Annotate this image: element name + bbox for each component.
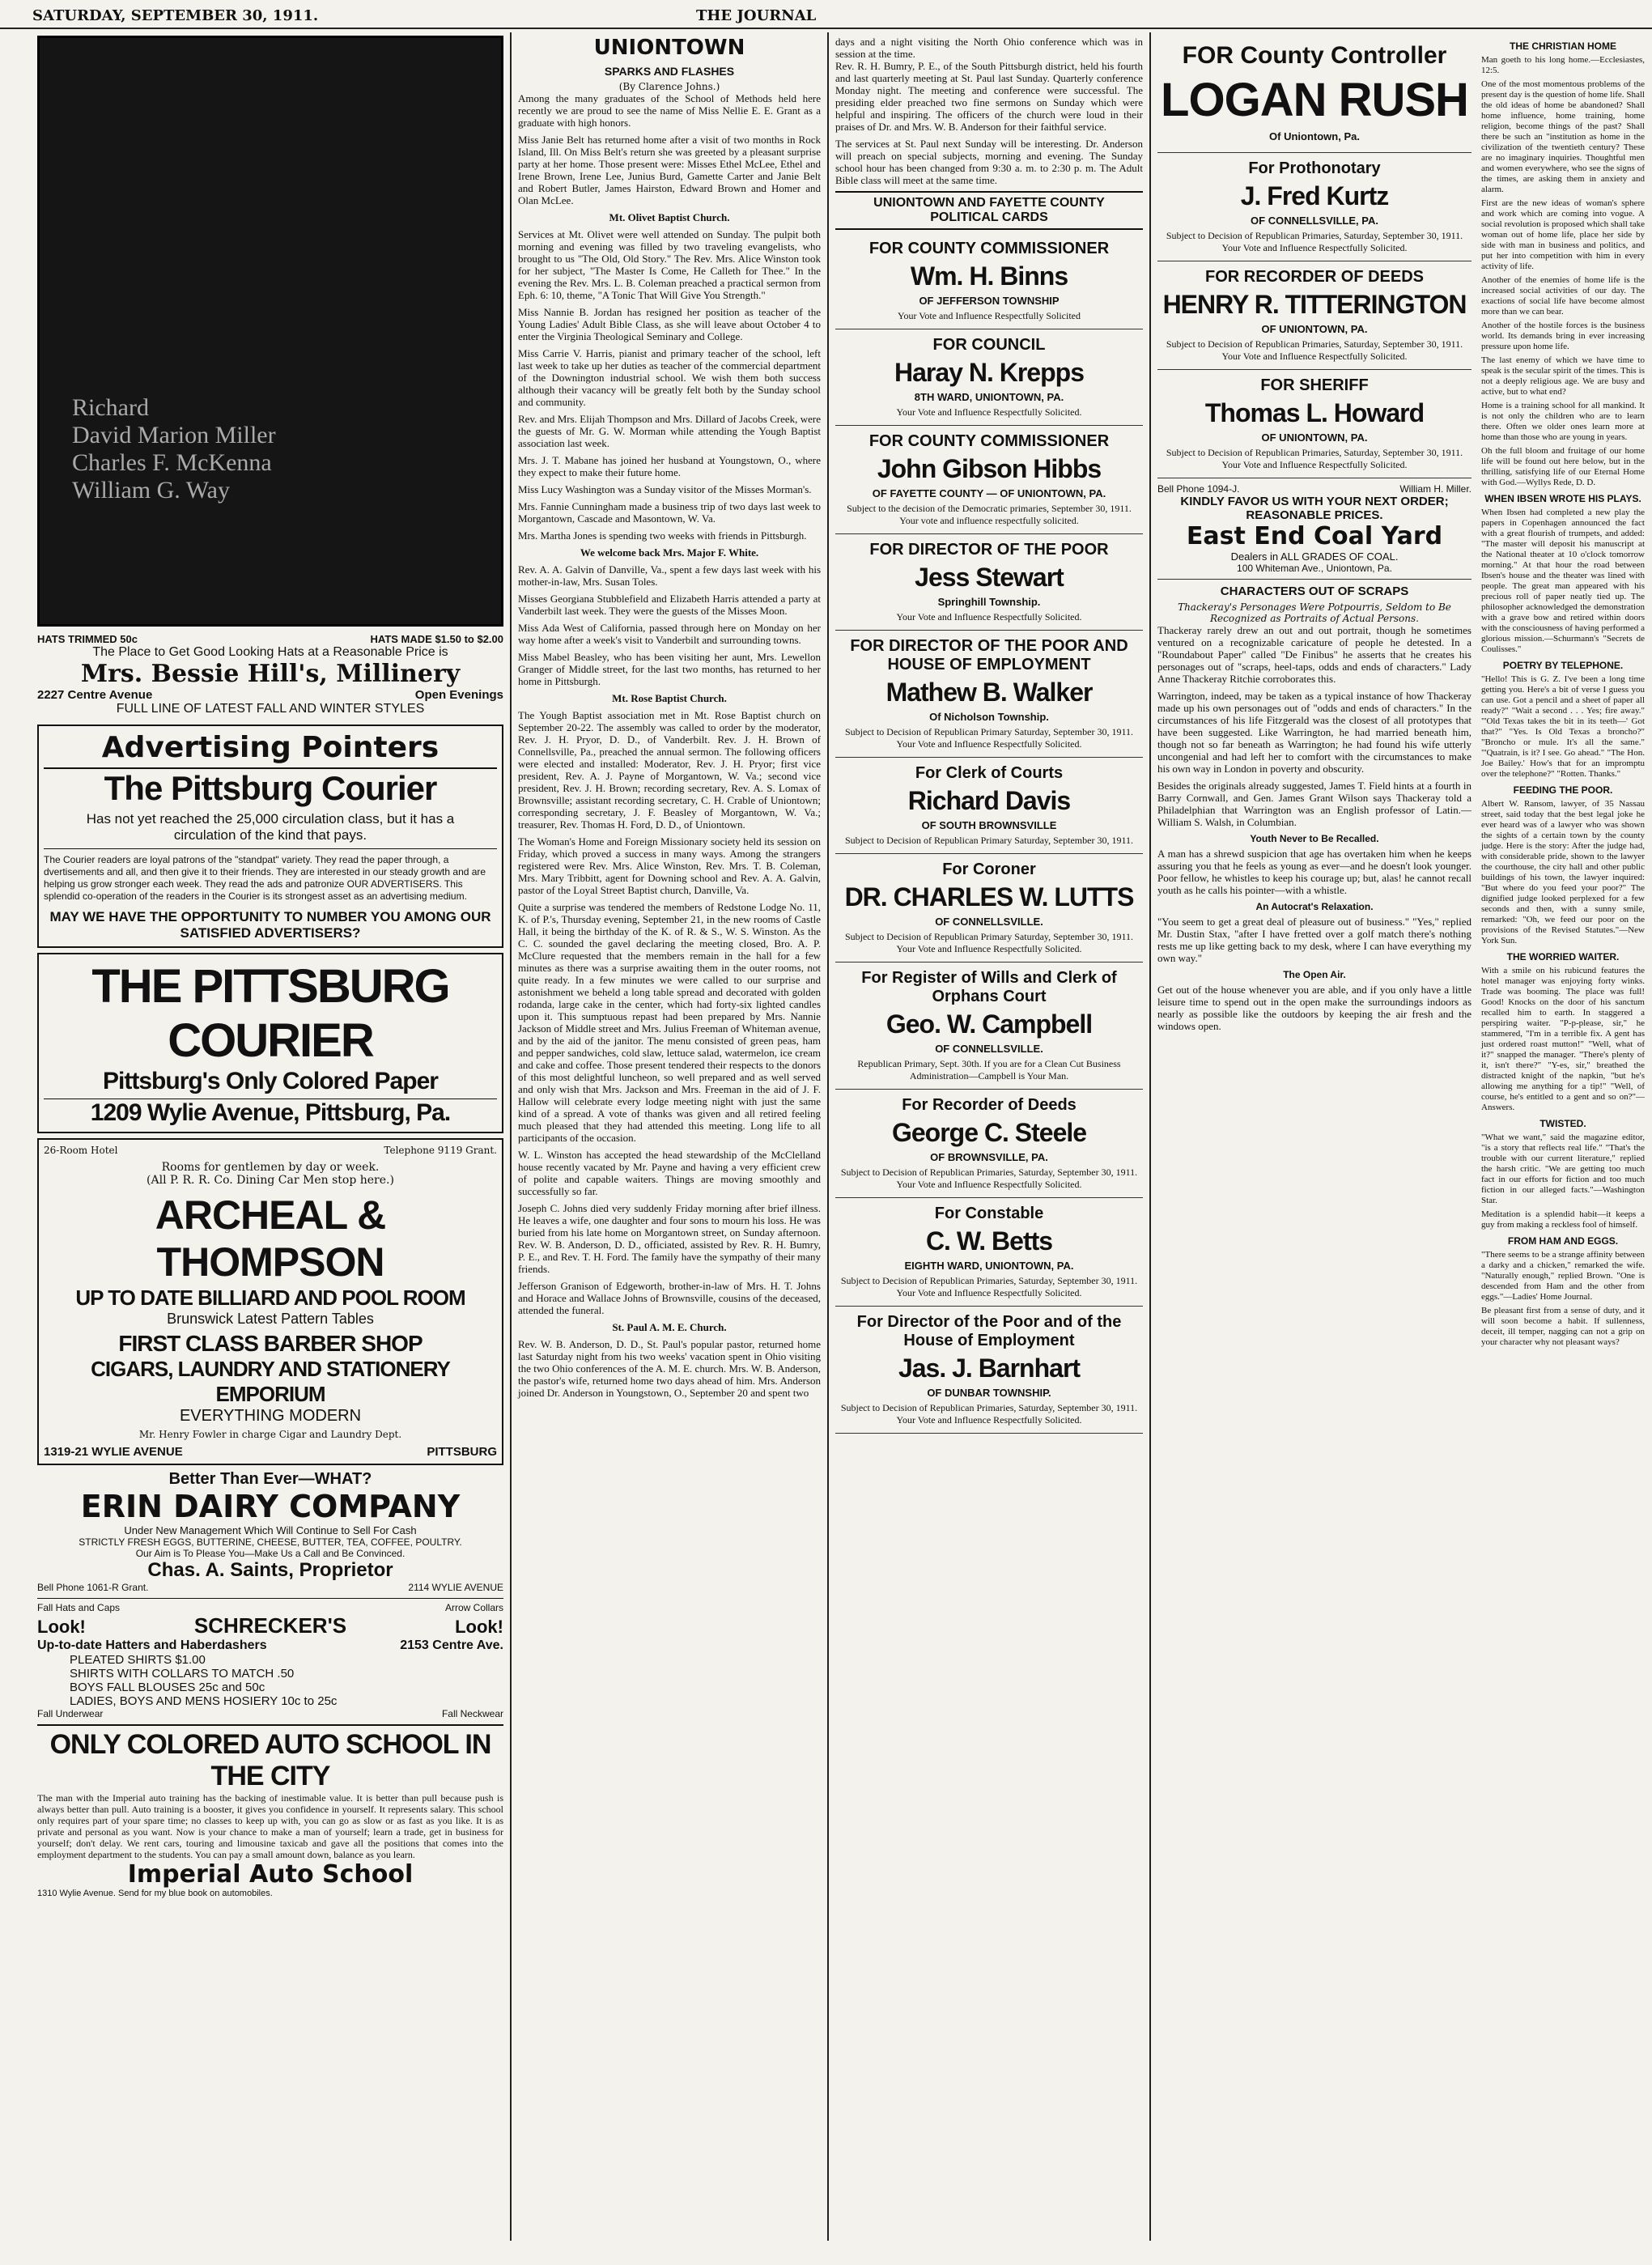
card-note: Subject to Decision of Republican Primaries, Saturday, September 30, 1911. Your Vote and Influence Respectfully Solicited. [840, 1402, 1138, 1426]
paragraph: The services at St. Paul next Sunday will be interesting. Dr. Anderson will preach on special subjects, morning and evening. The Sunday school hour has been changed from 9:30 a. m. to 2:30 p. m. The Adult Bible class will meet at the same time. [835, 138, 1143, 186]
paragraph: Mt. Olivet Baptist Church. [609, 211, 730, 223]
card-place: OF FAYETTE COUNTY — OF UNIONTOWN, PA. [872, 487, 1106, 499]
card-name: George C. Steele [891, 1118, 1087, 1147]
ibsen-body: When Ibsen had completed a new play the papers in Copenhagen announced the fact with a great flourish of trumpets, and added: "The master will deposit his manuscript at the National theater at 10 o'clock tomorrow morning." At that hour the road between Ibsen's house and the theater was lined with people. The great man appeared with his precious roll of paper neatly tied up. The philosopher acknowledged the demonstration with a grave bow and retired within doors with the consciousness of having performed a glorious mission.—Schurmann's "Secrets de Coulisses." [1481, 508, 1645, 654]
scraps-sub: Thackeray's Personages Were Potpourris, Seldom to Be Recognized as Portraits of Actual Persons. [1178, 601, 1451, 624]
paragraph: Oh the full bloom and fruitage of our home life will be found out here below, but in the thrilling, satisfying life of our Eternal Home with God.—Wyllys Rede, D. D. [1481, 446, 1645, 487]
paragraph: Quite a surprise was tendered the members of Redstone Lodge No. 11, K. of P.'s, Thursday evening, September 21, in the new rooms of Castle Hall, it being the birthday of the K. of R. & S., W. S. Winston. As the C. C. sounded the gavel declaring the meeting closed, Bro. A. P. McClure requested that the members remain in the hall for a few minutes as there was a surprise awaiting them in the outer rooms, not quite ready. In a few minutes we were called to our surprise and astonishment we beheld a long table spread and decorated with golden rodanda, large cake in the center, which had forty-six lighted candles upon it. This sumptuous repast had been prepared by Mrs. Nannie Jackson of Middle street and Mrs. Julius Freeman of Whiteman avenue, and by the aid of the janitor. The menu consisted of green peas, ham and pepper sandwiches, cold slaw, lettuce salad, watermelon, ice cream and cake and coffee. Those present tendered their respects to the donors of this most delightful luncheon, so well prepared and as well served and only wish that Mrs. Jackson and Mrs. Freeman in the aid of J. F. Hallow will celebrate every lodge meeting night with just the same kind of a spread. A vote of thanks was given and all retired feeling much pleased that they had attended this meeting. Long life to all participants of the occasion. [518, 901, 821, 1144]
card-office: For Clerk of Courts [915, 764, 1064, 782]
card-place: OF JEFFERSON TOWNSHIP [919, 295, 1060, 307]
paragraph: One of the most momentous problems of the present day is the question of home life. Shall the old ideas of home be abandoned? Shall home influence, home training, home religion, become things of the past? Shall there be such an "institution as home in the civilization of the twentieth century? These are no imaginary inquiries. Thoughtful men and women everywhere, who see the signs of the times, are asking them in anxiety and alarm. [1481, 79, 1645, 194]
political-card [835, 426, 1143, 534]
political-card [835, 854, 1143, 963]
card-place: 8TH WARD, UNIONTOWN, PA. [914, 391, 1064, 403]
political-card [835, 1198, 1143, 1307]
card-place: EIGHTH WARD, UNIONTOWN, PA. [904, 1260, 1074, 1272]
card-name: Richard Davis [907, 786, 1071, 815]
paragraph: Mrs. Martha Jones is spending two weeks with friends in Pittsburgh. [518, 529, 807, 542]
political-card [1157, 261, 1472, 370]
billiard-line: UP TO DATE BILLIARD AND POOL ROOM [75, 1285, 465, 1310]
paragraph: Miss Nannie B. Jordan has resigned her position as teacher of the Young Ladies' Adult Bible Class, as she will leave about October 4 to enter the Virginia Theological Seminary and College. [518, 306, 821, 342]
portrait-box [37, 36, 503, 627]
political-card [835, 1307, 1143, 1434]
column-rule [1149, 32, 1151, 2241]
card-name: Wm. H. Binns [910, 261, 1068, 291]
card-place: OF CONNELLSVILLE. [935, 916, 1043, 928]
paragraph: The Yough Baptist association met in Mt. Rose Baptist church on September 20-22. The assembly was called to order by the moderator, Rev. J. H. Pryor, D. D., of Vanderbilt. Rev. J. H. Brown of Connellsville, Pa., preached the annual sermon. The following officers were elected and installed: Moderator, Rev. J. H. Pryor; first vice president, Rev. A. J. Payne of Morgantown, W. Va.; second vice president, Rev. J. H. Brown; recording secretary, Rev. A. S. Lomax of Brownsville; assistant recording secretary, C. H. Crable of Uniontown; corresponding secretary, J. F. Beasley of Morgantown, W. Va.; treasurer, Rev. Thomas H. Ford, D. D., of Uniontown. [518, 709, 821, 831]
paragraph: Joseph C. Johns died very suddenly Friday morning after brief illness. He leaves a wife, one daughter and four sons to mourn his loss. He was buried from his late home on Morgantown street, on Sunday afternoon. Rev. W. B. Anderson, D. D., officiated, assisted by Rev. R. H. Bumry, P. E., and Rev. T. H. Ford. The family have the sympathy of their many friends. [518, 1202, 821, 1275]
price-line: BOYS FALL BLOUSES 25c and 50c [70, 1681, 265, 1694]
card-note: Republican Primary, Sept. 30th. If you are for a Clean Cut Business Administration—Campbell is Your Man. [857, 1058, 1121, 1082]
advertising-pointers [37, 725, 503, 948]
paragraph: Another of the enemies of home life is the increased social activities of our day. The exactions of social life have become almost more than we can bear. [1481, 275, 1645, 317]
card-name: DR. CHARLES W. LUTTS [844, 882, 1134, 912]
card-note: Subject to Decision of Republican Primaries, Saturday, September 30, 1911. Your Vote and Influence Respectfully Solicited. [840, 1166, 1138, 1190]
card-place: Of Uniontown, Pa. [1269, 130, 1360, 142]
pointers-cta: MAY WE HAVE THE OPPORTUNITY TO NUMBER YOU AMONG OUR SATISFIED ADVERTISERS? [49, 909, 491, 941]
pointers-title: Advertising Pointers [101, 731, 440, 764]
erin-phone: Bell Phone 1061-R Grant. [37, 1582, 149, 1593]
paragraph: Rev. W. B. Anderson, D. D., St. Paul's popular pastor, returned home last Saturday night from his two weeks' vacation spent in Ohio visiting the two Ohio conferences of the A. M. E. church. Mrs. W. B. Anderson, the pastor's wife, returned home two days ahead of him. Mrs. Anderson joined Dr. Anderson in Youngstown, O., September 20 and spent two [518, 1338, 821, 1399]
look-right: Look! [455, 1617, 503, 1637]
hats-made: HATS MADE $1.50 to $2.00 [370, 633, 503, 645]
column-rule [510, 32, 512, 2241]
card-name: J. Fred Kurtz [1240, 181, 1389, 210]
pleasant: Be pleasant first from a sense of duty, and it will soon become a habit. If sullenness, deceit, ill temper, nagging can not a grip on your character why not pleasant ways? [1481, 1306, 1645, 1347]
political-card [835, 233, 1143, 329]
hotel-label: 26-Room Hotel [44, 1145, 118, 1156]
hamegg-body: "There seems to be a strange affinity between a darky and a chicken," remarked the wife. "Naturally enough," replied Brown. "One is descended from Ham and the other from eggs."—Ladies' Home Journal. [1481, 1250, 1645, 1302]
uniontown-column [513, 32, 826, 2241]
political-cards-column [830, 32, 1148, 2241]
schrecker-ad [37, 1598, 503, 1719]
twisted-title: TWISTED. [1539, 1118, 1586, 1129]
erin-items: STRICTLY FRESH EGGS, BUTTERINE, CHEESE, BUTTER, TEA, COFFEE, POULTRY. [79, 1536, 462, 1548]
political-card [1157, 36, 1472, 153]
coal-ask: KINDLY FAVOR US WITH YOUR NEXT ORDER; REASONABLE PRICES. [1180, 495, 1449, 522]
paragraph: Home is a training school for all mankind. It is not only the children who are to learn there. Often we older ones learn more at home than those who are young in years. [1481, 401, 1645, 442]
card-office: For Register of Wills and Clerk of Orphans Court [861, 969, 1117, 1005]
feeding-title: FEEDING THE POOR. [1513, 784, 1613, 796]
millinery-ad [37, 633, 503, 716]
card-name: C. W. Betts [925, 1226, 1053, 1256]
schrecker-name: SCHRECKER'S [193, 1613, 347, 1638]
hamegg-title: FROM HAM AND EGGS. [1507, 1235, 1619, 1247]
uniontown-sub: SPARKS AND FLASHES [604, 65, 735, 78]
card-note: Subject to Decision of Republican Primaries, Saturday, September 30, 1911. Your Vote and Influence Respectfully Solicited. [1166, 230, 1463, 253]
faded-text-area [72, 87, 469, 394]
paragraph: The last enemy of which we have time to speak is the secular spirit of the times. This is not a deeply religious age. We are busy and active, but to what end? [1481, 355, 1645, 397]
poetry-title: POETRY BY TELEPHONE. [1502, 660, 1624, 671]
paragraph: Services at Mt. Olivet were well attended on Sunday. The pulpit both morning and evening was filled by two traveling evangelists, who brought to us "The Old, Old Story." The Rev. Mrs. Alice Winston took for her subject, "The Master Is Come, He Calleth for Thee." In the evening the Rev. Mrs. L. B. Coleman preached a practical sermon from Eph. 6: 10, theme, "A Tonic That Will Give You Strength." [518, 228, 821, 301]
card-office: FOR SHERIFF [1260, 376, 1369, 394]
political-card [835, 1090, 1143, 1198]
archeal-name: ARCHEAL & THOMPSON [155, 1192, 386, 1285]
courier-address: 1209 Wylie Avenue, Pittsburg, Pa. [44, 1099, 497, 1127]
shop-name: Mrs. Bessie Hill's, Millinery [80, 660, 461, 688]
price-line: LADIES, BOYS AND MENS HOSIERY 10c to 25c [70, 1694, 338, 1708]
styles-line: FULL LINE OF LATEST FALL AND WINTER STYLES [116, 702, 425, 716]
auto-school-ad [37, 1724, 503, 1898]
archeal-ad [37, 1138, 503, 1465]
look-left: Look! [37, 1617, 86, 1637]
card-office: FOR COUNTY COMMISSIONER [868, 432, 1110, 450]
card-place: Springhill Township. [937, 596, 1041, 608]
card-name: John Gibson Hibbs [877, 454, 1102, 483]
modern-line: EVERYTHING MODERN [179, 1407, 362, 1425]
card-list [835, 233, 1143, 1434]
masthead [0, 0, 1652, 29]
card-name: Geo. W. Campbell [885, 1009, 1093, 1039]
poetry-body: "Hello! This is G. Z. I've been a long time getting you. Here's a bit of verse I guess you can use. Got a pencil and a sheet of paper all ready?" "Wait a second . . . Yes; fire away." "'Old Texas takes the bit in its teeth—' Got that?" "Yes. Is Old Texas a broncho?" "Broncho or mule. It's all the same." "'Quatrain, is it? I see. Go ahead." "The Hon. Joe Bailey.' How's that for an impromptu over the telephone?" "Rotten. Thanks." [1481, 674, 1645, 779]
fall-hats: Fall Hats and Caps [37, 1602, 121, 1613]
byline: (By Clarence Johns.) [618, 81, 720, 92]
paragraph: Miss Lucy Washington was a Sunday visitor of the Misses Morman's. [518, 483, 812, 495]
christian-home-title: THE CHRISTIAN HOME [1510, 40, 1616, 52]
youth-body: A man has a shrewd suspicion that age has overtaken him when he keeps assuring you that he feels as young as ever—and he doesn't look younger. Poor fellow, he whistles to keep his courage up; but, alas! he cannot recall youth as he calls his pointer—with a whistle. [1157, 848, 1472, 896]
schrecker-address: 2153 Centre Ave. [400, 1638, 503, 1652]
coal-owner: William H. Miller. [1399, 483, 1472, 495]
archeal-address: 1319-21 WYLIE AVENUE [44, 1445, 183, 1459]
ad-column [32, 32, 508, 2241]
card-name: Haray N. Krepps [894, 358, 1084, 387]
schrecker-tagline: Up-to-date Hatters and Haberdashers [37, 1638, 267, 1652]
barber-line: FIRST CLASS BARBER SHOP [118, 1331, 423, 1356]
pointers-body: The Courier readers are loyal patrons of the "standpat" variety. They read the paper through, a dvertisements and all, and then give it to their friends. They are interested in our steady growth and are helping us grow stronger each week. They read the ads and patronize OUR ADVERTISERS. This splendid co-operation of the readers in the Courier is its strongest asset as an advertising medium. [44, 848, 497, 903]
card-list [1157, 36, 1472, 478]
hats-tagline: The Place to Get Good Looking Hats at a Reasonable Price is [92, 645, 448, 659]
paragraph: Among the many graduates of the School of Methods held here recently we are proud to see the name of Miss Nellie E. E. Grant as a graduate with high honors. [518, 92, 821, 129]
uniontown-title: UNIONTOWN [593, 36, 745, 60]
paragraph: Rev. A. A. Galvin of Danville, Va., spent a few days last week with his mother-in-law, Mrs. Susan Toles. [518, 563, 821, 588]
erin-proprietor: Chas. A. Saints, Proprietor [147, 1559, 393, 1581]
autocrat-title: An Autocrat's Relaxation. [1255, 901, 1374, 912]
paragraph: Miss Carrie V. Harris, pianist and primary teacher of the school, left last week to take up her duties as teacher of the commercial department of the Downington industrial school. We wish them both success although their vacancy will be greatly felt both by the Sunday school and community. [518, 347, 821, 408]
openair-body: Get out of the house whenever you are able, and if you only have a little leisure time to spend out in the open make the surroundings indoors as nearly as possible like the outdoors by keeping the air fresh and the windows open. [1157, 984, 1472, 1032]
name-line: Charles F. McKenna [72, 449, 272, 476]
political-card [835, 534, 1143, 631]
tables-line: Brunswick Latest Pattern Tables [167, 1311, 374, 1327]
cigars-line: CIGARS, LAUNDRY AND STATIONERY EMPORIUM [91, 1357, 450, 1406]
issue-date: SATURDAY, SEPTEMBER 30, 1911. [32, 7, 319, 24]
paragraph: W. L. Winston has accepted the head stewardship of the McClelland house recently vacated by Mr. Payne and having a very efficient crew of polite and capable waiters. Things are moving smoothly and successfully so far. [518, 1149, 821, 1197]
arrow-collars: Arrow Collars [444, 1602, 503, 1613]
paragraph: We welcome back Mrs. Major F. White. [580, 546, 759, 559]
card-place: Of Nicholson Township. [929, 711, 1049, 723]
card-name: Mathew B. Walker [885, 678, 1093, 707]
erin-mgmt: Under New Management Which Will Continue to Sell For Cash [124, 1524, 417, 1536]
paragraph: Man goeth to his long home.—Ecclesiastes, 12:5. [1481, 55, 1645, 75]
card-note: Subject to Decision of Republican Primaries, Saturday, September 30, 1911. Your Vote and Influence Respectfully Solicited. [1166, 447, 1463, 470]
card-office: FOR DIRECTOR OF THE POOR AND HOUSE OF EMPLOYMENT [850, 637, 1128, 674]
card-note: Subject to Decision of Republican Primaries, Saturday, September 30, 1911. Your Vote and Influence Respectfully Solicited. [1166, 338, 1463, 362]
ibsen-title: WHEN IBSEN WROTE HIS PLAYS. [1484, 493, 1641, 504]
card-place: OF CONNELLSVILLE. [935, 1043, 1043, 1055]
coal-address: 100 Whiteman Ave., Uniontown, Pa. [1237, 563, 1392, 574]
waiter-body: With a smile on his rubicund features the hotel manager was enjoying forty winks. Trade was booming. The place was full! Good! Knocks on the door of his sanctum recalled him to earth. In staggered a perspiring waiter. "P-p-please, sir," he stammered, "I'm in a terrible fix. A gent has just ordered roast mutton!" "Well, what of it?" snapped the manager. "There's plenty of it, isn't there?" "Y-es, sir," breathed the distracted knight of the napkin, "but he's allowing me anything for a tip!" "Well, of course, he's entitled to a gent and so on?"—Answers. [1481, 966, 1645, 1112]
feeding-body: Albert W. Ransom, lawyer, of 35 Nassau street, said today that the best legal joke he ever heard was of a lawyer who was shown the sights of a certain town by the county judge. Here is the story: After the judge had, with considerable pride, shown to the lawyer the courthouse, the city hall and other public buildings of his town, the lawyer inquired: "But where do you feed your poor?" The dignified judge looked perplexed for a few seconds and then, with a sunny smile, remarked: "Oh, we feed our poor on the provisions of the Revised Statutes."—New York Sun. [1481, 799, 1645, 946]
continued-text: days and a night visiting the North Ohio conference which was in session at the time. [835, 36, 1143, 60]
twisted-body: "What we want," said the magazine editor, "is a story that reflects real life." "That's the trouble with our current literature," replied the harsh critic. "We are getting too much fact in our efforts for fiction and too much fiction in our alleged facts."—Washington Star. [1481, 1132, 1645, 1205]
hats-trimmed: HATS TRIMMED 50c [37, 633, 138, 645]
card-note: Your Vote and Influence Respectfully Solicited. [896, 611, 1082, 623]
paragraph: Mrs. J. T. Mabane has joined her husband at Youngstown, O., where they expect to make their future home. [518, 454, 821, 478]
price-line: SHIRTS WITH COLLARS TO MATCH .50 [70, 1667, 295, 1681]
paragraph: St. Paul A. M. E. Church. [612, 1321, 727, 1333]
card-office: FOR RECORDER OF DEEDS [1204, 268, 1425, 286]
paragraph: Rev. R. H. Bumry, P. E., of the South Pittsburgh district, held his fourth and last quarterly meeting at St. Paul last Sunday. Quarterly conference Monday night. The meeting and conference were successful. The presiding elder preached two fine sermons on Sunday which were helpful and inspiring. The officers of the church were loud in their praises of Dr. and Mrs. W. B. Anderson for their faithful service. [835, 60, 1143, 133]
paragraph: Warrington, indeed, may be taken as a typical instance of how Thackeray made up his own personages out of "odds and ends of characters." In the circumstances of his life Fitzgerald was the closest of all prototypes that have been suggested. Like Warrington, he had married beneath him, though not so far beneath as Warrington; he had found his wife utterly uncongenial and had left her to comfort with the circumstances to make his own way in London in poverty and obscurity. [1157, 690, 1472, 775]
card-office: FOR COUNTY COMMISSIONER [868, 240, 1110, 257]
openair-title: The Open Air. [1283, 969, 1346, 980]
meditation: Meditation is a splendid habit—it keeps a guy from making a reckless fool of himself. [1481, 1209, 1645, 1230]
autocrat-body: "You seem to get a great deal of pleasure out of business." "Yes," replied Mr. Dustin Stax, "after I have fretted over a golf match there's nothing rests me up like getting back to my desk, where I can have everything my own way." [1157, 916, 1472, 964]
price-line: PLEATED SHIRTS $1.00 [70, 1653, 206, 1667]
card-office: For Recorder of Deeds [902, 1096, 1077, 1114]
paragraph: Jefferson Granison of Edgeworth, brother-in-law of Mrs. H. T. Johns and Horace and Wallace Johns of Brownsville, cousins of the deceased, attended the funeral. [518, 1280, 821, 1316]
auto-headline: ONLY COLORED AUTO SCHOOL IN THE CITY [49, 1729, 491, 1791]
column-rule [827, 32, 829, 2241]
unused [1478, 32, 1640, 2241]
open-evenings: Open Evenings [414, 688, 503, 702]
political-card [835, 963, 1143, 1090]
political-card [1157, 153, 1472, 261]
courier-sub: Pittsburg's Only Colored Paper [103, 1068, 438, 1094]
card-name: HENRY R. TITTERINGTON [1162, 290, 1467, 319]
paragraph: First are the new ideas of woman's sphere and work which are coming into vogue. A social revolution is proposed which shall take woman out of home life, place her side by side with man in business and politics, and put her into competition with him in every activity of life. [1481, 198, 1645, 271]
name-line: Richard [72, 394, 149, 421]
erin-address: 2114 WYLIE AVENUE [408, 1582, 503, 1593]
waiter-title: THE WORRIED WAITER. [1506, 951, 1620, 963]
card-note: Subject to Decision of Republican Primary Saturday, September 30, 1911. Your Vote and Influence Respectfully Solicited. [844, 931, 1134, 954]
card-place: OF UNIONTOWN, PA. [1261, 323, 1368, 335]
political-card [1157, 370, 1472, 478]
pointers-circulation: Has not yet reached the 25,000 circulation class, but it has a circulation of the kind that pays. [86, 811, 455, 843]
coal-ad [1157, 478, 1472, 580]
card-note: Subject to the decision of the Democratic primaries, September 30, 1911. Your vote and influence respectfully solicited. [847, 503, 1132, 526]
card-office: FOR COUNCIL [932, 336, 1046, 354]
dining-line: (All P. R. R. Co. Dining Car Men stop here.) [147, 1174, 394, 1187]
archeal-city: PITTSBURG [427, 1445, 497, 1459]
erin-aim: Our Aim is To Please You—Make Us a Call and Be Convinced. [135, 1548, 406, 1559]
paragraph: Besides the originals already suggested, James T. Field hints at a fourth in Barry Cornwall, and Gen. James Grant Wilson says Thackeray told a Philadelphian that Warrington was an English professor of Latin.—William S. Walsh, in Columbian. [1157, 780, 1472, 828]
name-line: William G. Way [72, 477, 230, 504]
paragraph: Miss Ada West of California, passed through here on Monday on her way home after a week's visit to Vanderbilt and surrounding towns. [518, 622, 821, 646]
card-office: For Prothonotary [1248, 159, 1381, 177]
fall-underwear: Fall Underwear [37, 1708, 104, 1719]
card-office: For Coroner [942, 861, 1036, 878]
card-name: Jas. J. Barnhart [898, 1353, 1081, 1383]
mixed-column [1153, 32, 1476, 2241]
hotel-phone: Telephone 9119 Grant. [384, 1145, 497, 1156]
card-place: OF UNIONTOWN, PA. [1261, 431, 1368, 444]
card-name: Jess Stewart [915, 563, 1064, 592]
paragraph: Misses Georgiana Stubblefield and Elizabeth Harris attended a party at Vanderbilt last week. They were the guests of the Misses Moon. [518, 593, 821, 617]
erin-dairy-ad [37, 1470, 503, 1593]
card-note: Subject to Decision of Republican Primaries, Saturday, September 30, 1911. Your Vote and Influence Respectfully Solicited. [840, 1275, 1138, 1298]
political-card [835, 631, 1143, 758]
rooms-line: Rooms for gentlemen by day or week. [161, 1161, 380, 1174]
shop-address: 2227 Centre Avenue [37, 688, 153, 702]
political-card [835, 758, 1143, 854]
auto-address: 1310 Wylie Avenue. Send for my blue book on automobiles. [37, 1889, 273, 1898]
st-paul-news [835, 60, 1143, 186]
uniontown-body [518, 92, 821, 1399]
name-line: David Marion Miller [72, 422, 276, 448]
scraps-body [1157, 624, 1472, 828]
paragraph: Mrs. Fannie Cunningham made a business trip of two days last week to Morgantown, Cascade and Masontown, W. Va. [518, 500, 821, 525]
paragraph: Rev. and Mrs. Elijah Thompson and Mrs. Dillard of Jacobs Creek, were the guests of Mr. G. W. Morman while attending the Yough Baptist association last week. [518, 413, 821, 449]
fall-neckwear: Fall Neckwear [441, 1708, 503, 1719]
paragraph: Thackeray rarely drew an out and out portrait, though he sometimes ventured on a recognizable caricature of people he detested. In a "Roundabout Paper" called "De Finibus" he asserts that he creates his personages out of "scraps, heel-taps, odds and ends of characters." Lady Anne Thackeray Ritchie corroborates this. [1157, 624, 1472, 685]
paragraph: Mt. Rose Baptist Church. [612, 692, 727, 704]
card-office: FOR County Controller [1182, 42, 1447, 69]
coal-dealer: Dealers in ALL GRADES OF COAL. [1230, 550, 1399, 563]
pointers-paper: The Pittsburg Courier [44, 767, 497, 808]
card-office: For Constable [934, 1205, 1044, 1222]
political-card [835, 329, 1143, 426]
paper-title: THE JOURNAL [696, 7, 817, 24]
card-name: LOGAN RUSH [1161, 74, 1468, 126]
fowler-line: Mr. Henry Fowler in charge Cigar and Laundry Dept. [138, 1429, 402, 1440]
card-name: Thomas L. Howard [1204, 398, 1425, 427]
auto-name: Imperial Auto School [127, 1860, 414, 1889]
card-place: OF CONNELLSVILLE, PA. [1251, 215, 1378, 227]
card-note: Your Vote and Influence Respectfully Solicited [898, 310, 1081, 321]
coal-phone: Bell Phone 1094-J. [1157, 483, 1240, 495]
paragraph: The Woman's Home and Foreign Missionary society held its session on Friday, which proved a success in many ways. Among the strangers registered were Rev. Mrs. Alice Winston, Rev. Mrs. T. B. Coleman, Mrs. Mary Tribbitt, agent for Downing school and Rev. A. A. Galvin, pastor of the Loyal Street Baptist church, Danville, Va. [518, 835, 821, 896]
coal-name: East End Coal Yard [1186, 522, 1443, 550]
erin-name: ERIN DAIRY COMPANY [80, 1489, 461, 1524]
erin-better: Better Than Ever—WHAT? [168, 1470, 372, 1488]
paragraph: Miss Mabel Beasley, who has been visiting her aunt, Mrs. Lewellon Granger of Middle street, for the last two months, has returned to her home in Pittsburgh. [518, 651, 821, 687]
card-place: OF BROWNSVILLE, PA. [930, 1151, 1048, 1163]
card-place: OF DUNBAR TOWNSHIP. [927, 1387, 1051, 1399]
card-office: For Director of the Poor and of the House of Employment [856, 1313, 1122, 1349]
paragraph: Miss Janie Belt has returned home after a visit of two months in Rock Island, Ill. On Miss Belt's return she was greeted by a pleasant surprise party at her home. Those present were: Misses Ethel McLee, Ethel and Irene Brown, Irene Lee, Junius Burd, Gamette Carter and Janie Belt and Robert Butler, James Hairston, Edward Brown and Homer and Olan McLee. [518, 134, 821, 206]
card-note: Subject to Decision of Republican Primary Saturday, September 30, 1911. [844, 835, 1134, 846]
card-note: Your Vote and Influence Respectfully Solicited. [896, 406, 1082, 418]
card-place: OF SOUTH BROWNSVILLE [921, 819, 1057, 831]
auto-body: The man with the Imperial auto training has the backing of inestimable value. It is better than pull because push is always better than pull. Auto training is a booster, it gives you confidence in yourself. It represents salary. This school only requires part of your spare time; no classes to keep up with, you can go as slow or as fast as you like. It is as private and personal as you want. Now is your chance to make a man of yourself; learn a trade, get in business for yourself; don't delay. We rent cars, touring and limousine taxicab and gave all the positions that comes into the employment department to the students. You can pay a small amount down, balance as you learn. [37, 1792, 503, 1860]
card-note: Subject to Decision of Republican Primary Saturday, September 30, 1911. Your Vote and Influence Respectfully Solicited. [844, 726, 1134, 750]
cards-title: UNIONTOWN AND FAYETTE COUNTY POLITICAL CARDS [835, 191, 1143, 230]
courier-name: THE PITTSBURG COURIER [91, 960, 449, 1067]
youth-title: Youth Never to Be Recalled. [1250, 833, 1379, 844]
paragraph: Another of the hostile forces is the business world. Its demands bring in ever increasing pressure upon home life. [1481, 321, 1645, 351]
courier-ad [37, 953, 503, 1133]
scraps-title: CHARACTERS OUT OF SCRAPS [1220, 584, 1409, 598]
card-office: FOR DIRECTOR OF THE POOR [869, 541, 1109, 559]
